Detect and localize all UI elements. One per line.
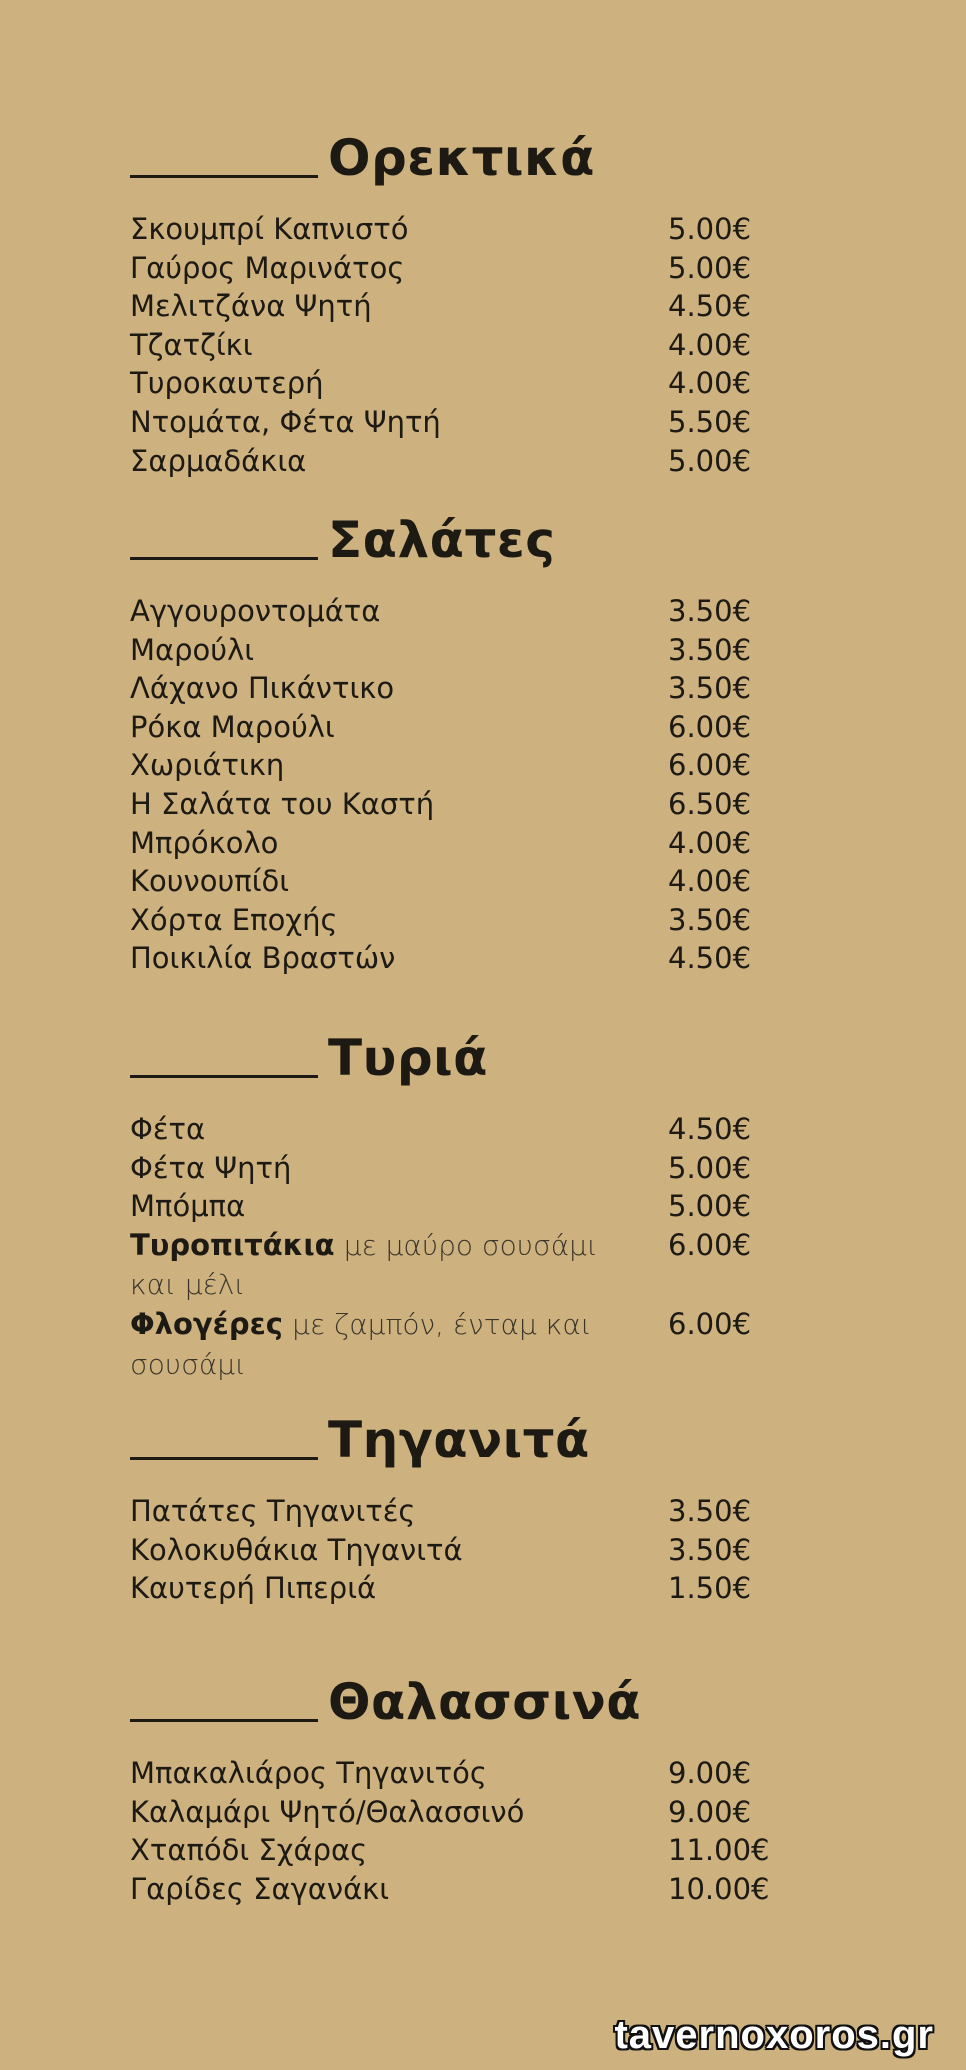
menu-item (130, 824, 780, 863)
section-title: Τυριά (328, 1029, 488, 1087)
item-name: Χωριάτικη (130, 748, 285, 783)
item-price: 5.50€ (668, 404, 752, 439)
item-name: Μαρούλι (130, 632, 255, 667)
section-fried (130, 1410, 780, 1608)
menu-item (130, 862, 780, 901)
menu-item (130, 1492, 780, 1531)
section-header (130, 510, 780, 570)
item-name: Τυροκαυτερή (130, 366, 324, 401)
item-price: 5.00€ (668, 1189, 752, 1224)
item-price: 9.00€ (668, 1794, 752, 1829)
menu-item (130, 1569, 780, 1608)
item-name-wrap (130, 1305, 600, 1384)
item-name: Γαρίδες Σαγανάκι (130, 1871, 390, 1906)
item-price: 6.00€ (668, 709, 752, 744)
item-price: 4.50€ (668, 1112, 752, 1146)
menu-item (130, 746, 780, 785)
item-name: Γαύρος Μαρινάτος (130, 250, 405, 285)
section-title: Τηγανιτά (328, 1411, 590, 1469)
menu-item (130, 403, 780, 442)
header-rule (130, 557, 318, 560)
watermark: tavernoxoros.gr (614, 2013, 934, 2057)
menu-item (130, 1149, 780, 1188)
item-name: Μελιτζάνα Ψητή (130, 289, 372, 324)
item-price: 10.00€ (668, 1871, 770, 1906)
section-header (130, 1028, 780, 1088)
item-name: Τυροπιτάκια (130, 1227, 335, 1262)
item-name: Χταπόδι Σχάρας (130, 1833, 368, 1868)
item-price: 4.50€ (668, 289, 752, 324)
item-price: 4.00€ (668, 864, 752, 899)
menu-item (130, 939, 780, 978)
item-price: 6.00€ (668, 1306, 752, 1341)
item-price: 5.00€ (668, 212, 752, 246)
item-name: Κολοκυθάκια Τηγανιτά (130, 1532, 463, 1567)
item-price: 4.00€ (668, 825, 752, 860)
item-price: 1.50€ (668, 1571, 752, 1606)
item-name: Πατάτες Τηγανιτές (130, 1494, 416, 1528)
item-name: Μπόμπα (130, 1189, 246, 1224)
item-name-wrap (130, 1226, 600, 1305)
menu-item (130, 442, 780, 481)
menu-item (130, 1305, 780, 1384)
item-name: Αγγουροντομάτα (130, 594, 381, 628)
section-title: Ορεκτικά (328, 129, 595, 187)
item-name: Τζατζίκι (130, 327, 253, 362)
menu-item (130, 249, 780, 288)
item-price: 4.50€ (668, 941, 752, 976)
item-name: Σκουμπρί Καπνιστό (130, 212, 409, 246)
item-price: 5.00€ (668, 1150, 752, 1185)
menu-item (130, 326, 780, 365)
menu-item (130, 708, 780, 747)
item-name: Μπακαλιάρος Τηγανιτός (130, 1756, 487, 1790)
item-name: Φέτα (130, 1112, 206, 1146)
menu-item (130, 1793, 780, 1832)
menu-item (130, 785, 780, 824)
item-name: Φέτα Ψητή (130, 1150, 292, 1185)
header-rule (130, 1719, 318, 1722)
section-salads (130, 510, 780, 978)
item-name: Ντομάτα, Φέτα Ψητή (130, 404, 441, 439)
item-description: με μαύρο σουσάμι και μέλι (130, 1228, 598, 1302)
section-appetizers (130, 128, 780, 480)
section-title: Σαλάτες (328, 511, 556, 569)
item-price: 9.00€ (668, 1756, 752, 1790)
item-description: με ζαμπόν, ένταμ και σουσάμι (130, 1307, 592, 1381)
item-price: 4.00€ (668, 366, 752, 401)
item-price: 3.50€ (668, 1494, 752, 1528)
item-name: Καλαμάρι Ψητό/Θαλασσινό (130, 1794, 525, 1829)
item-name: Σαρμαδάκια (130, 443, 307, 478)
item-price: 3.50€ (668, 902, 752, 937)
menu-item (130, 901, 780, 940)
item-name: Μπρόκολο (130, 825, 279, 860)
menu-item (130, 592, 780, 631)
menu-item (130, 1831, 780, 1870)
menu-item (130, 669, 780, 708)
item-price: 11.00€ (668, 1833, 770, 1868)
item-price: 3.50€ (668, 1532, 752, 1567)
item-price: 4.00€ (668, 327, 752, 362)
menu-item (130, 1187, 780, 1226)
section-header (130, 1410, 780, 1470)
menu-item (130, 364, 780, 403)
menu-item (130, 1754, 780, 1793)
item-price: 6.00€ (668, 1227, 752, 1262)
item-name: Ποικιλία Βραστών (130, 941, 396, 976)
menu-item (130, 1226, 780, 1305)
item-price: 5.00€ (668, 250, 752, 285)
section-seafood (130, 1672, 780, 1908)
header-rule (130, 175, 318, 178)
item-price: 6.00€ (668, 748, 752, 783)
section-cheeses (130, 1028, 780, 1384)
item-name: Φλογέρες (130, 1306, 283, 1341)
item-price: 3.50€ (668, 632, 752, 667)
item-name: Ρόκα Μαρούλι (130, 709, 335, 744)
item-name: Καυτερή Πιπεριά (130, 1571, 377, 1606)
item-name: Η Σαλάτα του Καστή (130, 786, 435, 821)
item-price: 3.50€ (668, 594, 752, 628)
item-name: Χόρτα Εποχής (130, 902, 338, 937)
item-price: 3.50€ (668, 671, 752, 706)
item-name: Κουνουπίδι (130, 864, 290, 899)
section-header (130, 1672, 780, 1732)
menu-item (130, 1531, 780, 1570)
menu-item (130, 1870, 780, 1909)
item-price: 6.50€ (668, 786, 752, 821)
header-rule (130, 1457, 318, 1460)
menu-item (130, 631, 780, 670)
header-rule (130, 1075, 318, 1078)
item-name: Λάχανο Πικάντικο (130, 671, 395, 706)
menu-item (130, 210, 780, 249)
section-title: Θαλασσινά (328, 1673, 642, 1731)
item-price: 5.00€ (668, 443, 752, 478)
section-header (130, 128, 780, 188)
menu-item (130, 1110, 780, 1149)
menu-item (130, 287, 780, 326)
